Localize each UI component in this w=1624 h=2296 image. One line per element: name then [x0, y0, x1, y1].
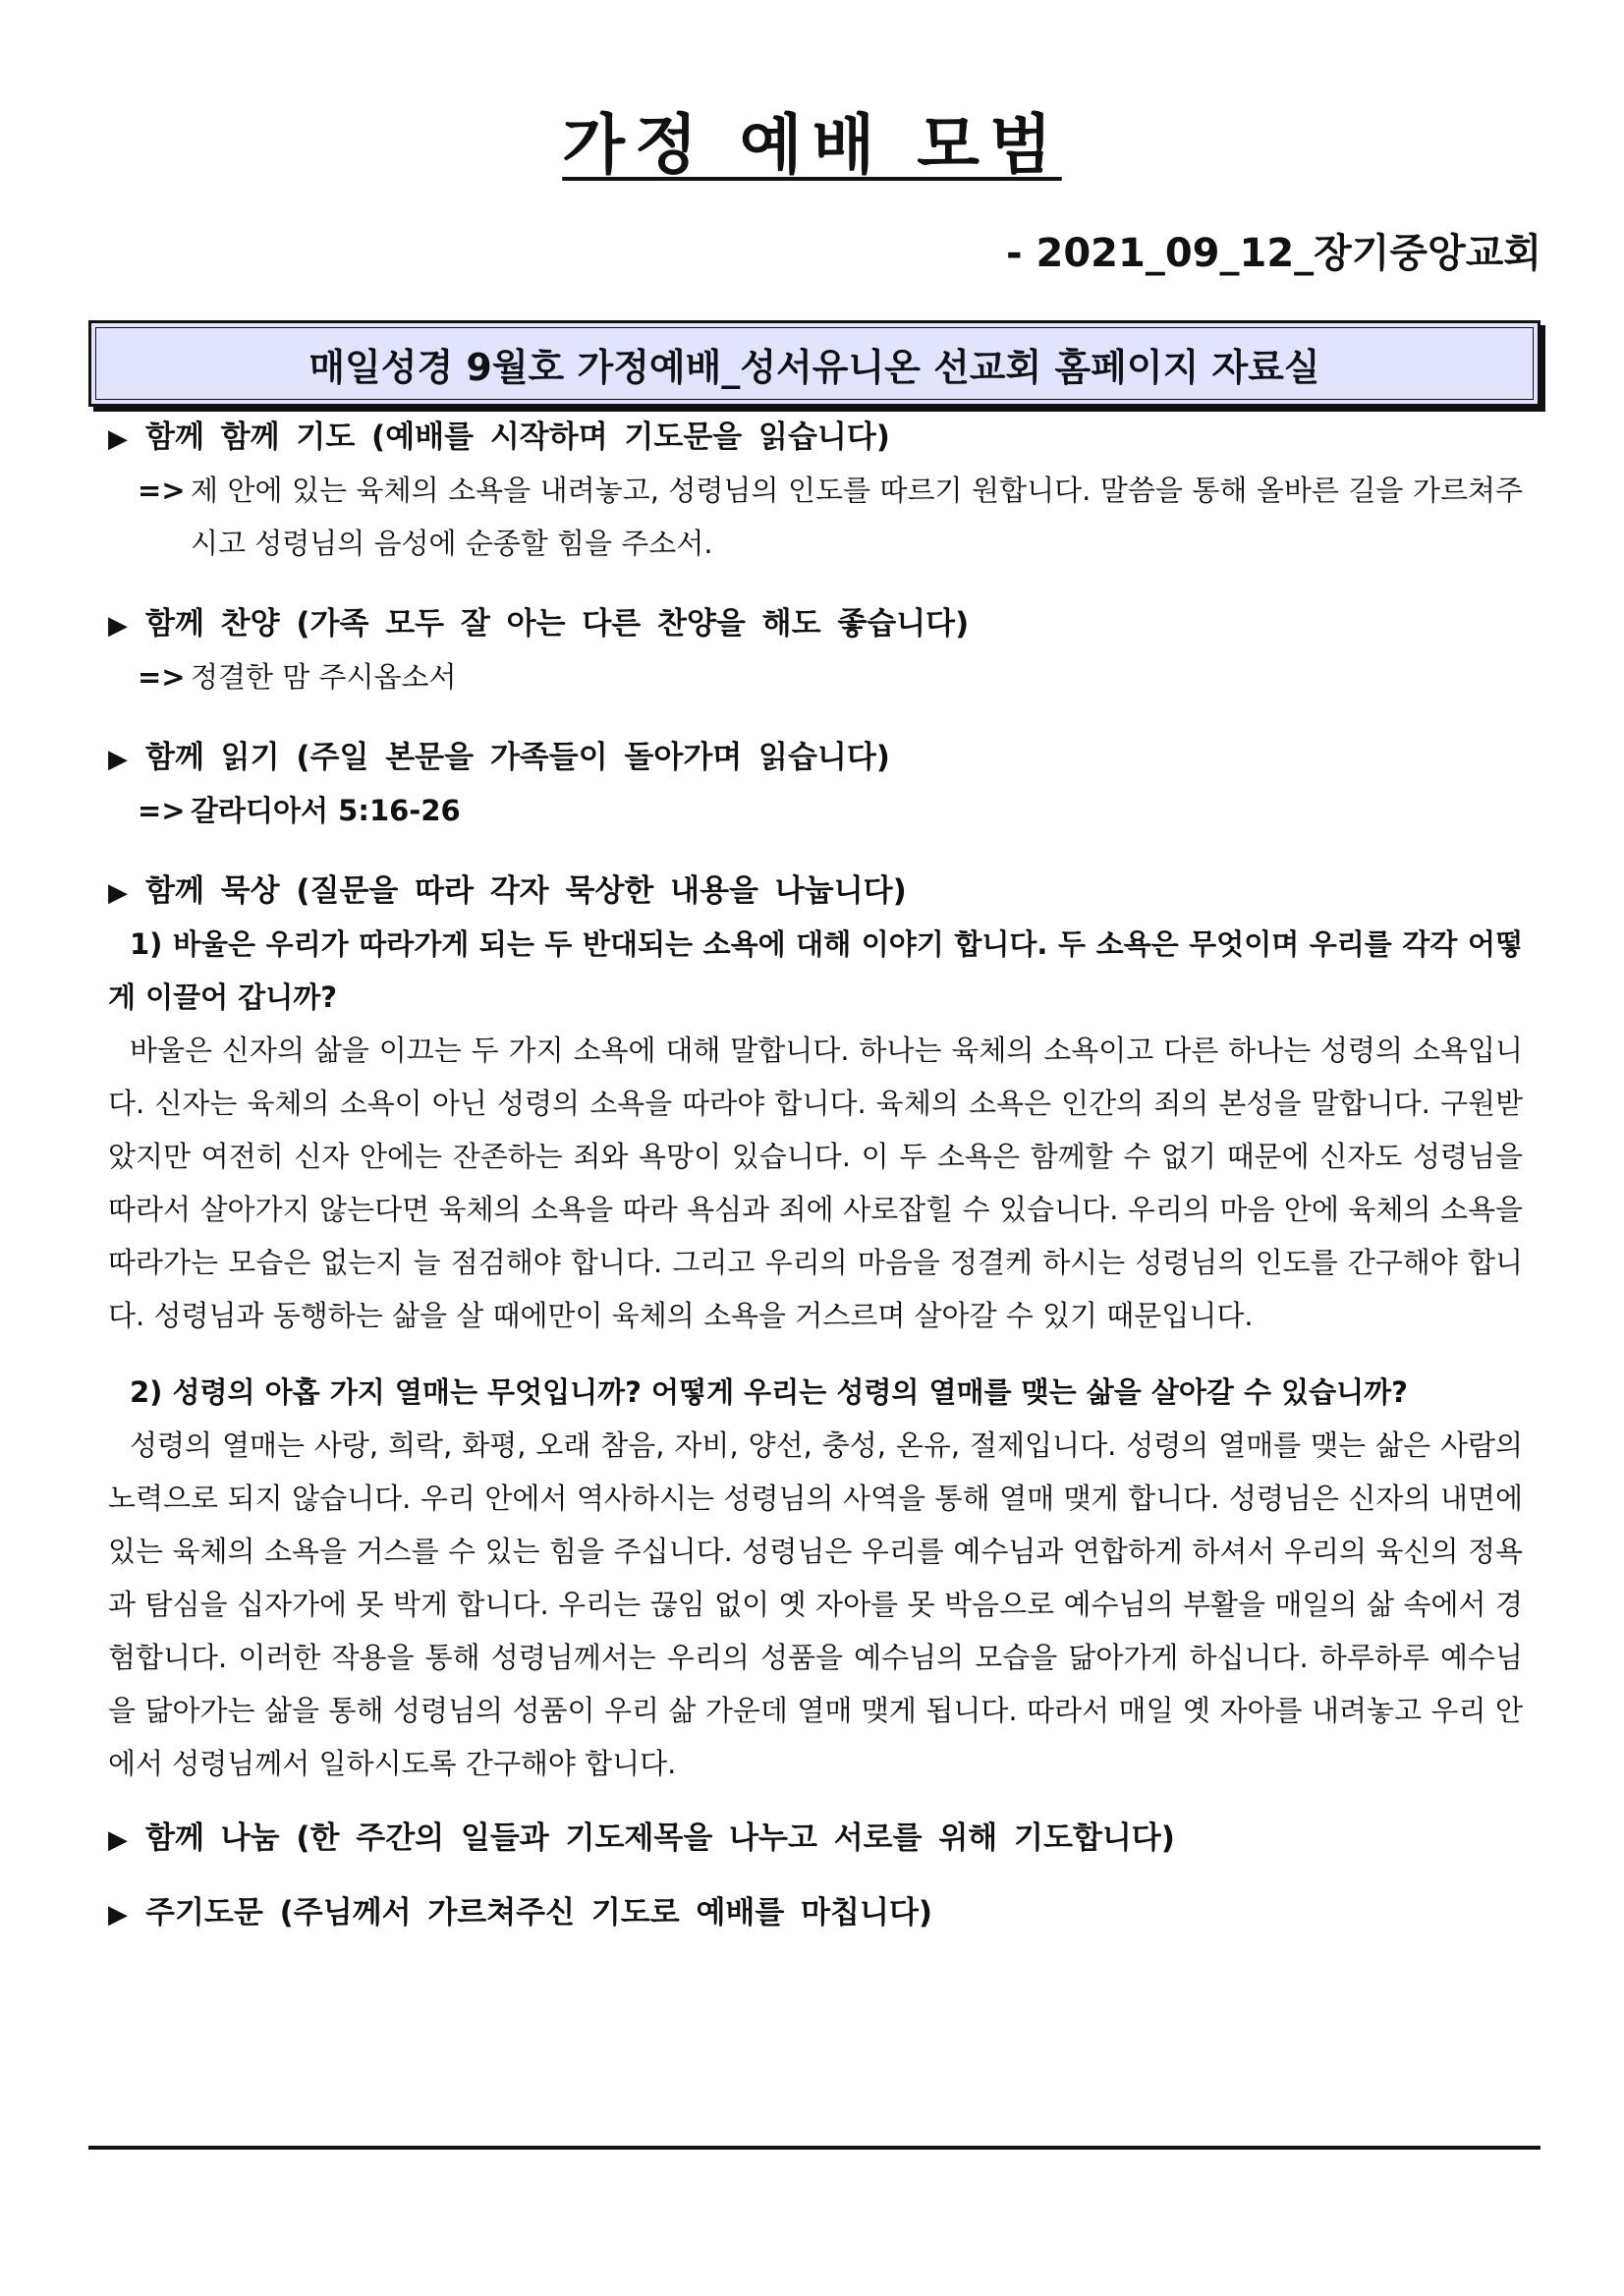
section-heading-reading — [108, 733, 1523, 784]
section-heading-meditation-text: 함께 묵상 (질문을 따라 각자 묵상한 내용을 나눕니다) — [145, 873, 907, 909]
arrow-icon: => — [138, 660, 186, 694]
section-heading-prayer-text: 함께 함께 기도 (예배를 시작하며 기도문을 읽습니다) — [145, 420, 890, 455]
spacer — [108, 1342, 1523, 1366]
praise-text-block — [108, 650, 1523, 703]
bullet-triangle-icon: ▶ — [108, 611, 128, 641]
section-heading-sharing — [108, 1814, 1523, 1865]
bullet-triangle-icon: ▶ — [108, 424, 128, 454]
praise-text: 정결한 맘 주시옵소서 — [191, 660, 457, 694]
meditation-answer-2: 성령의 열매는 사랑, 희락, 화평, 오래 참음, 자비, 양선, 충성, 온유, 절제입니다. 성령의 열매를 맺는 삶은 사람의 노력으로 되지 않습니다. 우리 안에서 역사하시는 성령님의 사역을 통해 열매 맺게 합니다. 성령님은 신자의 내면에 있는 육체의 소욕을 거스를 수 있는 힘을 주십니다. 성령님은 우리를 예수님과 연합하게 하셔서 우리의 육신의 정욕과 탐심을 십자가에 못 박게 합니다. 우리는 끊임 없이 옛 자아를 못 박음으로 예수님의 부활을 매일의 삶 속에서 경험합니다. 이러한 작용을 통해 성령님께서는 우리의 성품을 예수님의 모습을 닮아가게 하십니다. 하루하루 예수님을 닮아가는 삶을 통해 성령님의 성품이 우리 삶 가운데 열매 맺게 됩니다. 따라서 매일 옛 자아를 내려놓고 우리 안에서 성령님께서 일하시도록 간구해야 합니다. — [108, 1428, 1523, 1780]
spacer — [108, 1790, 1523, 1814]
worship-content — [108, 413, 1523, 1939]
spacer — [108, 837, 1523, 867]
document-title-text: 가정 예배 모범 — [562, 107, 1062, 183]
banner-text: 매일성경 9월호 가정예배_성서유니온 선교회 홈페이지 자료실 — [308, 345, 1320, 389]
bottom-divider — [88, 2146, 1540, 2150]
section-heading-praise-text: 함께 찬양 (가족 모두 잘 아는 다른 찬양을 해도 좋습니다) — [145, 606, 970, 642]
bullet-triangle-icon: ▶ — [108, 1900, 128, 1930]
section-heading-lords-prayer-text: 주기도문 (주님께서 가르쳐주신 기도로 예배를 마칩니다) — [145, 1895, 933, 1931]
meditation-question-2: 2) 성령의 아홉 가지 열매는 무엇입니까? 어떻게 우리는 성령의 열매를 맺는 삶을 살아갈 수 있습니까? — [130, 1375, 1408, 1409]
bullet-triangle-icon: ▶ — [108, 745, 128, 774]
meditation-question-1: 1) 바울은 우리가 따라가게 되는 두 반대되는 소욕에 대해 이야기 합니다. 두 소욕은 무엇이며 우리를 각각 어떻게 이끌어 갑니까? — [108, 927, 1523, 1014]
spacer — [108, 703, 1523, 733]
spacer — [108, 1865, 1523, 1888]
spacer — [108, 570, 1523, 599]
prayer-text: 제 안에 있는 육체의 소욕을 내려놓고, 성령님의 인도를 따르기 원합니다. 말씀을 통해 올바른 길을 가르쳐주시고 성령님의 음성에 순종할 힘을 주소서. — [191, 474, 1523, 560]
bullet-triangle-icon: ▶ — [108, 1825, 128, 1855]
meditation-answer-1: 바울은 신자의 삶을 이끄는 두 가지 소욕에 대해 말합니다. 하나는 육체의 소욕이고 다른 하나는 성령의 소욕입니다. 신자는 육체의 소욕이 아닌 성령의 소욕을 따라야 합니다. 육체의 소욕은 인간의 죄의 본성을 말합니다. 구원받았지만 여전히 신자 안에는 잔존하는 죄와 욕망이 있습니다. 이 두 소욕은 함께할 수 없기 때문에 신자도 성령님을 따라서 살아가지 않는다면 육체의 소욕을 따라 욕심과 죄에 사로잡힐 수 있습니다. 우리의 마음 안에 육체의 소욕을 따라가는 모습은 없는지 늘 점검해야 합니다. 그리고 우리의 마음을 정결케 하시는 성령님의 인도를 간구해야 합니다. 성령님과 동행하는 삶을 살 때에만이 육체의 소욕을 거스르며 살아갈 수 있기 때문입니다. — [108, 1034, 1523, 1332]
section-heading-prayer — [108, 413, 1523, 464]
source-banner — [88, 320, 1540, 407]
bullet-triangle-icon: ▶ — [108, 878, 128, 908]
date-church-line: - 2021_09_12_장기중앙교회 — [1005, 231, 1541, 276]
reading-text-block — [108, 784, 1523, 837]
section-heading-reading-text: 함께 읽기 (주일 본문을 가족들이 돌아가며 읽습니다) — [145, 740, 890, 775]
reading-text: 갈라디아서 5:16-26 — [191, 794, 461, 827]
prayer-text-block — [108, 464, 1523, 570]
arrow-icon: => — [138, 794, 186, 827]
arrow-icon: => — [138, 474, 186, 507]
section-heading-praise — [108, 599, 1523, 650]
section-heading-lords-prayer — [108, 1888, 1523, 1939]
section-heading-meditation — [108, 867, 1523, 918]
document-title — [0, 106, 1624, 184]
section-heading-sharing-text: 함께 나눔 (한 주간의 일들과 기도제목을 나누고 서로를 위해 기도합니다) — [145, 1820, 1175, 1856]
